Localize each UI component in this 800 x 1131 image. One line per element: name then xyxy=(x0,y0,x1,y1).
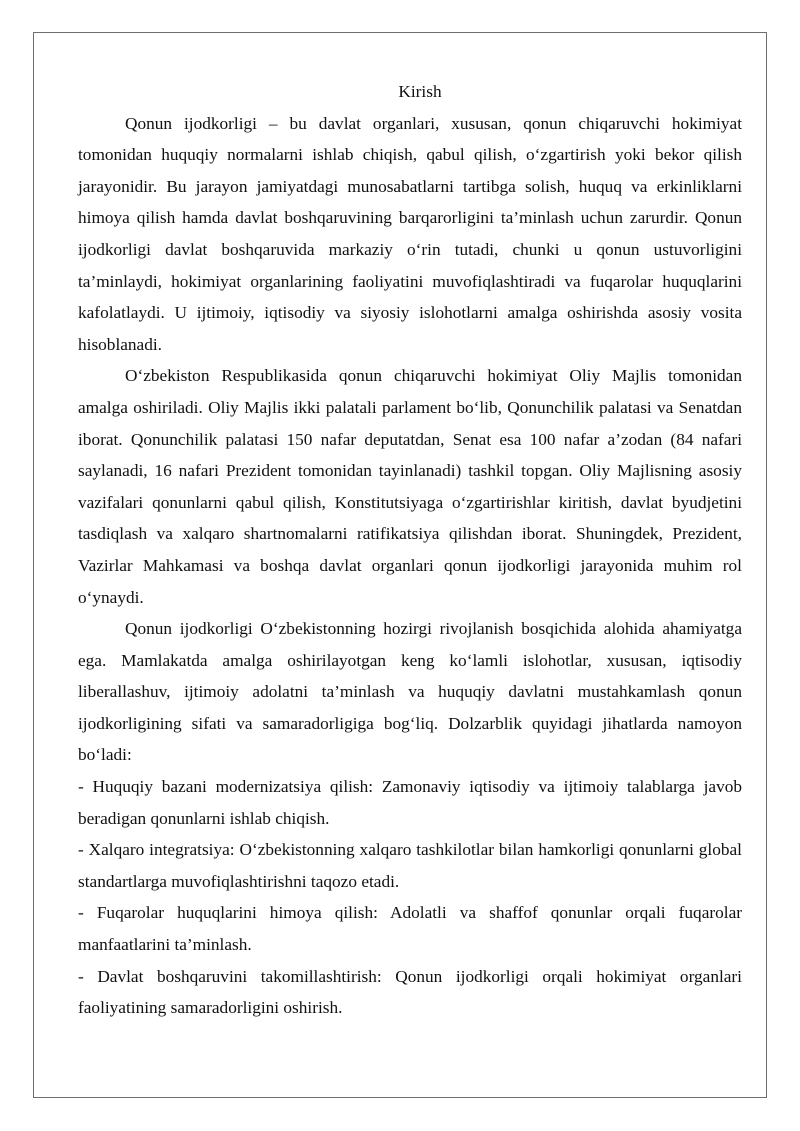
list-item: - Xalqaro integratsiya: O‘zbekistonning xalqaro tashkilotlar bilan hamkorligi qonunlarni global standartlarga muvofiqlashtirishni taqozo etadi. xyxy=(78,840,742,891)
document-body xyxy=(78,76,742,1024)
paragraph-oliy-majlis: O‘zbekiston Respublikasida qonun chiqaruvchi hokimiyat Oliy Majlis tomonidan amalga oshiriladi. Oliy Majlis ikki palatali parlament bo‘lib, Qonunchilik palatasi va Senatdan iborat. Qonunchilik palatasi 150 nafar deputatdan, Senat esa 100 nafar a’zodan (84 nafari saylanadi, 16 nafari Prezident tomonidan tayinlanadi) tashkil topgan. Oliy Majlisning asosiy vazifalari qonunlarni qabul qilish, Konstitutsiyaga o‘zgartirishlar kiritish, davlat byudjetini tasdiqlash va xalqaro shartnomalarni ratifikatsiya qilishdan iborat. Shuningdek, Prezident, Vazirlar Mahkamasi va boshqa davlat organlari qonun ijodkorligi jarayonida muhim rol o‘ynaydi. xyxy=(78,366,742,607)
list-item: - Davlat boshqaruvini takomillashtirish: Qonun ijodkorligi orqali hokimiyat organlari faoliyatining samaradorligini oshirish. xyxy=(78,966,742,1018)
paragraph-intro: Qonun ijodkorligi – bu davlat organlari, xususan, qonun chiqaruvchi hokimiyat tomonidan huquqiy normalarni ishlab chiqish, qabul qilish, o‘zgartirish yoki bekor qilish jarayonidir. Bu jarayon jamiyatdagi munosabatlarni tartibga solish, huquq va erkinliklarni himoya qilish hamda davlat boshqaruvining barqarorligini ta’minlash uchun zarurdir. Qonun ijodkorligi davlat boshqaruvida markaziy o‘rin tutadi, chunki u qonun ustuvorligini ta’minlaydi, hokimiyat organlarining faoliyatini muvofiqlashtiradi va fuqarolar huquqlarini kafolatlaydi. U ijtimoiy, iqtisodiy va siyosiy islohotlarni amalga oshirishda asosiy vosita hisoblanadi. xyxy=(78,113,742,354)
list-item: - Huquqiy bazani modernizatsiya qilish: Zamonaviy iqtisodiy va ijtimoiy talablarga javob beradigan qonunlarni ishlab chiqish. xyxy=(78,777,742,828)
document-title: Kirish xyxy=(398,82,442,101)
paragraph-relevance: Qonun ijodkorligi O‘zbekistonning hozirgi rivojlanish bosqichida alohida ahamiyatga ega. Mamlakatda amalga oshirilayotgan keng ko‘lamli islohotlar, xususan, iqtisodiy liberallashuv, ijtimoiy adolatni ta’minlash va huquqiy davlatni mustahkamlash qonun ijodkorligining sifati va samaradorligiga bog‘liq. Dolzarblik quyidagi jihatlarda namoyon bo‘ladi: xyxy=(78,619,742,765)
list-item: - Fuqarolar huquqlarini himoya qilish: Adolatli va shaffof qonunlar orqali fuqarolar manfaatlarini ta’minlash. xyxy=(78,903,742,955)
